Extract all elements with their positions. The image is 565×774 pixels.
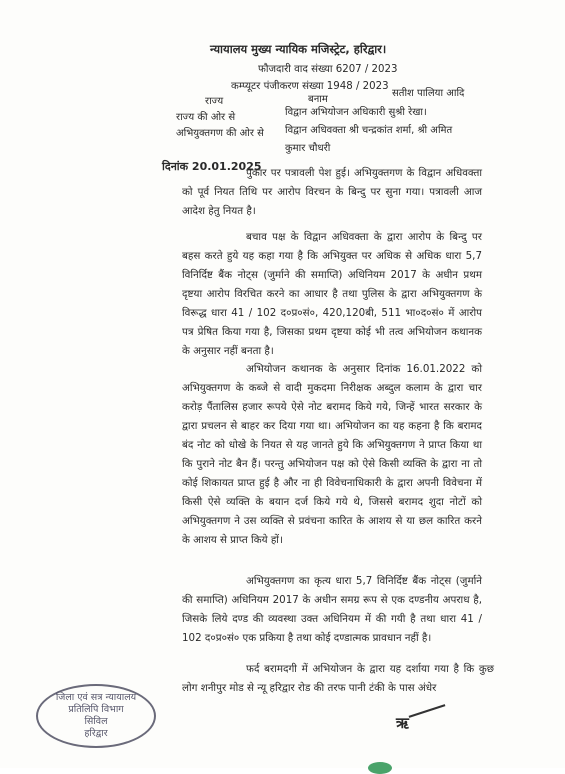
signature-stroke	[409, 704, 446, 718]
order-paragraph: पुकार पर पत्रावली पेश हुई। अभियुक्तगण के विद्वान अधिवक्ता को पूर्व नियत तिथि पर आरोप विरचन के बिन्दु पर सुना गया। पत्रावली आज आदेश हेतु नियत है।	[182, 167, 482, 217]
stamp-line: हरिद्वार	[84, 728, 108, 739]
stamp-line: सिविल	[84, 716, 108, 727]
order-date: दिनांक 20.01.2025	[162, 160, 262, 173]
stamp-line: जिला एवं सत्र न्यायालय	[55, 692, 137, 703]
defence-counsel-cont: कुमार चौधरी	[285, 143, 331, 154]
defence-side-label: अभियुक्तगण की ओर से	[176, 128, 264, 139]
party-accused-name: सतीश पालिया आदि	[392, 88, 465, 99]
stamp-line: प्रतिलिपि विभाग	[68, 704, 124, 715]
order-paragraph: अभियुक्तगण का कृत्य धारा 5,7 विनिर्दिष्ट बैंक नोट्स (जुर्माने की समाप्ति) अधिनियम 2017 के अधीन समग्र रूप से एक दण्डनीय अपराध है, जिसके लिये दण्ड की व्यवस्था उक्त अधिनियम में की गयी है तथा धारा 41 / 102 द०प्र०सं० एक प्रकिया है तथा कोई दण्डात्मक प्रावधान नहीं है।	[182, 575, 482, 644]
prosecution-counsel: विद्वान अभियोजन अधिकारी सुश्री रेखा।	[285, 107, 427, 118]
green-dot-mark	[368, 762, 392, 774]
order-paragraph: फर्द बरामदगी में अभियोजन के द्वारा यह दर्शाया गया है कि कुछ लोग शनीपुर मोड से न्यू हरिद्वार रोड की तरफ पानी टंकी के पास अंधेर	[182, 663, 494, 694]
signature-mark: ऋ	[396, 714, 409, 732]
court-title: न्यायालय मुख्य न्यायिक मजिस्ट्रेट, हरिद्वार।	[210, 42, 387, 56]
case-number: फौजदारी वाद संख्या 6207 / 2023	[258, 64, 398, 75]
prosecution-side-label: राज्य की ओर से	[176, 112, 236, 123]
defence-counsel: विद्वान अधिवक्ता श्री चन्द्रकांत शर्मा, श्री अमित	[285, 125, 453, 136]
computer-registration-number: कम्प्यूटर पंजीकरण संख्या 1948 / 2023	[231, 81, 389, 92]
party-versus: बनाम	[308, 94, 328, 105]
order-paragraph: बचाव पक्ष के विद्वान अधिवक्ता के द्वारा आरोप के बिन्दु पर बहस करते हुये यह कहा गया है कि अभियुक्त पर अधिक से अधिक धारा 5,7 विनिर्दिष्ट बैंक नोट्स (जुर्माने की समाप्ति) अधिनियम 2017 के अधीन प्रथम दृष्टया आरोप विरचित करने का आधार है तथा पुलिस के द्वारा अभियुक्तगण के विरूद्ध धारा 41 / 102 द०प्र०सं०, 420,120बी, 511 भा०द०सं० में आरोप पत्र प्रेषित किया गया है, जिसका प्रथम दृष्टया कोई भी तत्व अभियोजन कथानक के अनुसार नहीं बनता है।	[182, 231, 482, 357]
copy-department-stamp	[36, 684, 156, 748]
order-paragraph: अभियोजन कथानक के अनुसार दिनांक 16.01.2022 को अभियुक्तगण के कब्जे से वादी मुकदमा निरीक्षक अब्दुल कलाम के द्वारा चार करोड़ पैंतालिस हजार रूपये ऐसे नोट बरामद किये गये, जिन्हें भारत सरकार के द्वारा प्रचलन से बाहर कर दिया गया था। अभियोजन का यह कहना है कि बरामद बंद नोट को धोखे के नियत से यह जानते हुये कि अभियुक्तगण ने प्राप्त किया था कि पुराने नोट बैन हैं। परन्तु अभियोजन पक्ष को ऐसे किसी व्यक्ति के द्वारा ना तो कोई शिकायत प्राप्त हुई है और ना ही विवेचनाधिकारी के द्वारा अपनी विवेचना में किसी ऐसे व्यक्ति के बयान दर्ज किये गये थे, जिससे बरामद शुदा नोटों को अभियुक्तगण ने उस व्यक्ति से प्रवंचना कारित के आशय से या छल कारित करने के आशय से प्राप्त किये हों।	[182, 363, 482, 546]
party-state: राज्य	[205, 96, 224, 107]
